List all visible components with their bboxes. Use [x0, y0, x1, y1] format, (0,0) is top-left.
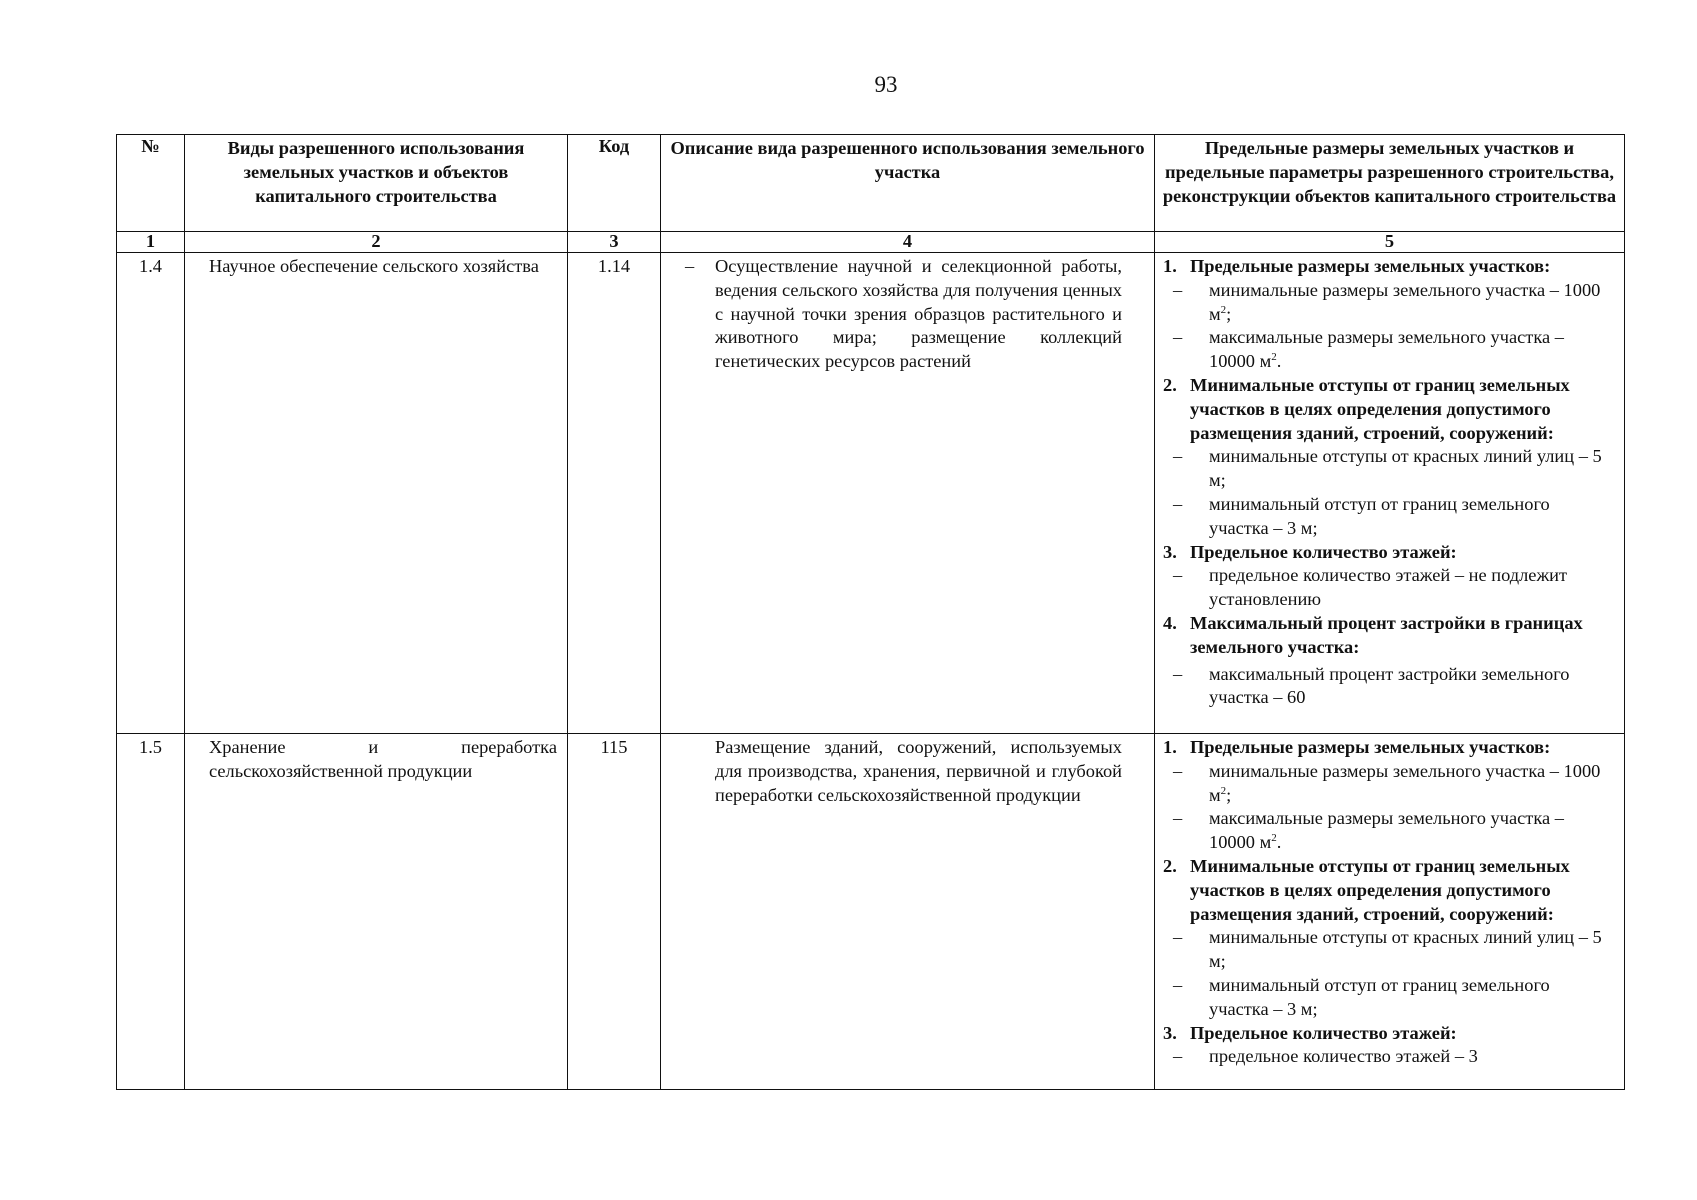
description-item	[685, 255, 1122, 374]
limits-cell	[1155, 253, 1625, 734]
description-item	[685, 736, 1122, 807]
use-type-name: Хранение и переработка сельскохозяйственной продукции	[185, 734, 568, 1090]
header-row	[117, 135, 1625, 232]
limit-section-title: 1. Предельные размеры земельных участков:	[1163, 737, 1551, 757]
row-number: 1.5	[117, 734, 185, 1090]
column-number: 1	[117, 232, 185, 253]
limit-section-title: 3. Предельное количество этажей:	[1163, 541, 1457, 562]
limit-item: – максимальные размеры земельного участка – 10000 $м^2$.	[1173, 808, 1564, 853]
limit-item: – минимальный отступ от границ земельного участка – 3 м;	[1173, 493, 1550, 538]
column-number-row	[117, 232, 1625, 253]
column-number: 5	[1155, 232, 1625, 253]
table-row	[117, 734, 1625, 1090]
header-code: Код	[568, 135, 661, 232]
header-description: Описание вида разрешенного использования земельного участка	[661, 135, 1155, 232]
limit-section-title: 2. Минимальные отступы от границ земельных участков в целях определения допустимого размещения зданий, строений, сооружений:	[1163, 374, 1570, 443]
limit-item: – минимальные отступы от красных линий улиц – 5 м;	[1173, 927, 1602, 972]
land-use-table	[116, 134, 1625, 1090]
column-number: 3	[568, 232, 661, 253]
header-number: №	[117, 135, 185, 232]
use-type-code: 115	[568, 734, 661, 1090]
use-description	[661, 734, 1155, 1090]
page-number: 93	[874, 72, 898, 97]
row-number: 1.4	[117, 253, 185, 734]
limit-item: – предельное количество этажей – 3	[1173, 1046, 1478, 1067]
limit-item: – предельное количество этажей – не подлежит установлению	[1173, 565, 1568, 610]
limit-item: – минимальные размеры земельного участка – 1000 $м^2$;	[1173, 279, 1601, 324]
table-row	[117, 253, 1625, 734]
description-text: Осуществление научной и селекционной работы, ведения сельского хозяйства для получения ценных с научной точки зрения образцов растительного и животного мира; размещение коллекций генетических ресурсов растений	[715, 256, 1122, 372]
use-type-name: Научное обеспечение сельского хозяйства	[185, 253, 568, 734]
limit-section-title: 3. Предельное количество этажей:	[1163, 1022, 1457, 1043]
limit-section-title: 2. Минимальные отступы от границ земельных участков в целях определения допустимого размещения зданий, строений, сооружений:	[1163, 855, 1570, 924]
limit-item: – минимальные размеры земельного участка – 1000 $м^2$;	[1173, 760, 1601, 805]
description-text: Размещение зданий, сооружений, используемых для производства, хранения, первичной и глубокой переработки сельскохозяйственной продукции	[715, 737, 1122, 805]
limit-item: – минимальные отступы от красных линий улиц – 5 м;	[1173, 446, 1602, 491]
limit-item: – минимальный отступ от границ земельного участка – 3 м;	[1173, 974, 1550, 1019]
limit-item: – максимальный процент застройки земельного участка – 60	[1173, 663, 1570, 708]
column-number: 4	[661, 232, 1155, 253]
dash-marker: –	[685, 256, 695, 276]
limit-section-title: 1. Предельные размеры земельных участков:	[1163, 256, 1551, 276]
limit-item: – максимальные размеры земельного участка – 10000 $м^2$.	[1173, 327, 1564, 372]
header-use-type: Виды разрешенного использования земельных участков и объектов капитального строительства	[185, 135, 568, 232]
limits-cell	[1155, 734, 1625, 1090]
header-limits: Предельные размеры земельных участков и предельные параметры разрешенного строительства, реконструкции объектов капитального строительства	[1155, 135, 1625, 232]
use-description	[661, 253, 1155, 734]
column-number: 2	[185, 232, 568, 253]
use-type-code: 1.14	[568, 253, 661, 734]
limit-section-title: 4. Максимальный процент застройки в границах земельного участка:	[1163, 612, 1583, 657]
